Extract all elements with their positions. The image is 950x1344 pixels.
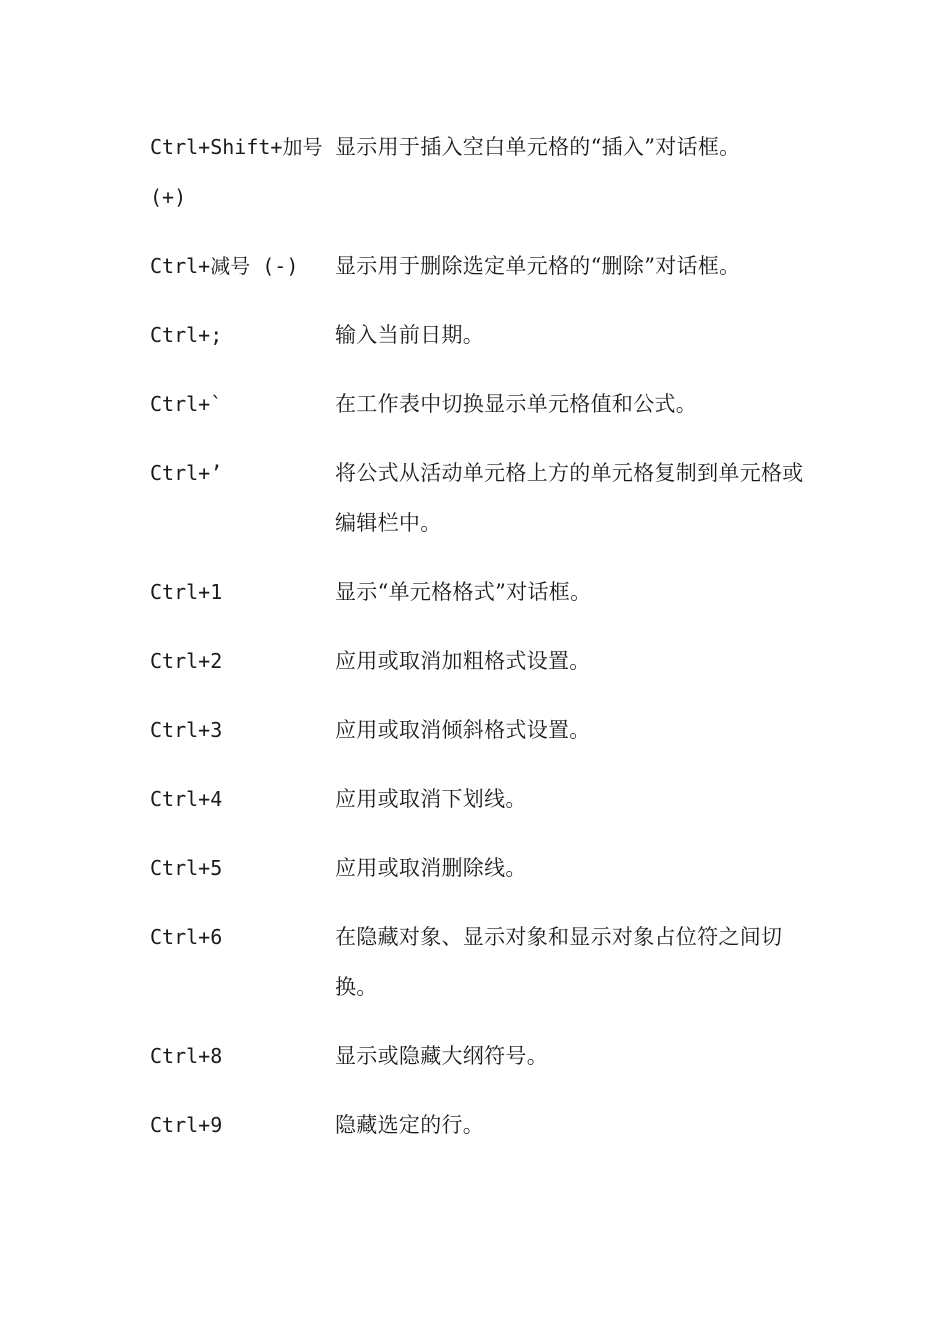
- shortcut-description: 应用或取消倾斜格式设置。: [335, 718, 591, 742]
- shortcut-description: 显示或隐藏大纲符号。: [335, 1044, 548, 1068]
- shortcut-row: [150, 379, 820, 429]
- shortcut-row: [150, 1100, 820, 1150]
- shortcut-row: [150, 843, 820, 893]
- shortcut-description: 应用或取消加粗格式设置。: [335, 649, 591, 673]
- shortcut-key: Ctrl+Shift+加号 (+): [150, 135, 335, 209]
- shortcut-description: 输入当前日期。: [335, 323, 485, 347]
- shortcut-row: [150, 774, 820, 824]
- shortcut-row: [150, 567, 820, 617]
- shortcut-description: 应用或取消下划线。: [335, 787, 527, 811]
- shortcut-key: Ctrl+6: [150, 925, 223, 949]
- shortcut-description: 应用或取消删除线。: [335, 856, 527, 880]
- shortcut-list: [150, 122, 820, 1169]
- shortcut-row: [150, 448, 820, 548]
- shortcut-key: Ctrl+;: [150, 323, 223, 347]
- shortcut-description: 显示用于插入空白单元格的“插入”对话框。: [335, 135, 741, 159]
- shortcut-row: [150, 241, 820, 291]
- shortcut-row: [150, 912, 820, 1012]
- shortcut-key: Ctrl+9: [150, 1113, 223, 1137]
- shortcut-row: [150, 310, 820, 360]
- shortcut-row: [150, 705, 820, 755]
- shortcut-key: Ctrl+4: [150, 787, 223, 811]
- shortcut-key: Ctrl+2: [150, 649, 223, 673]
- shortcut-row: [150, 122, 820, 222]
- shortcut-key: Ctrl+`: [150, 392, 223, 416]
- shortcut-row: [150, 636, 820, 686]
- shortcut-description: 在隐藏对象、显示对象和显示对象占位符之间切换。: [335, 925, 783, 999]
- shortcut-key: Ctrl+’: [150, 461, 223, 485]
- shortcut-description: 隐藏选定的行。: [335, 1113, 485, 1137]
- shortcut-description: 显示“单元格格式”对话框。: [335, 580, 592, 604]
- shortcut-key: Ctrl+减号 (-): [150, 254, 299, 278]
- shortcut-row: [150, 1031, 820, 1081]
- shortcut-key: Ctrl+1: [150, 580, 223, 604]
- shortcut-description: 显示用于删除选定单元格的“删除”对话框。: [335, 254, 741, 278]
- shortcut-description: 将公式从活动单元格上方的单元格复制到单元格或编辑栏中。: [335, 461, 804, 535]
- shortcut-key: Ctrl+5: [150, 856, 223, 880]
- shortcut-key: Ctrl+8: [150, 1044, 223, 1068]
- shortcut-description: 在工作表中切换显示单元格值和公式。: [335, 392, 698, 416]
- shortcut-key: Ctrl+3: [150, 718, 223, 742]
